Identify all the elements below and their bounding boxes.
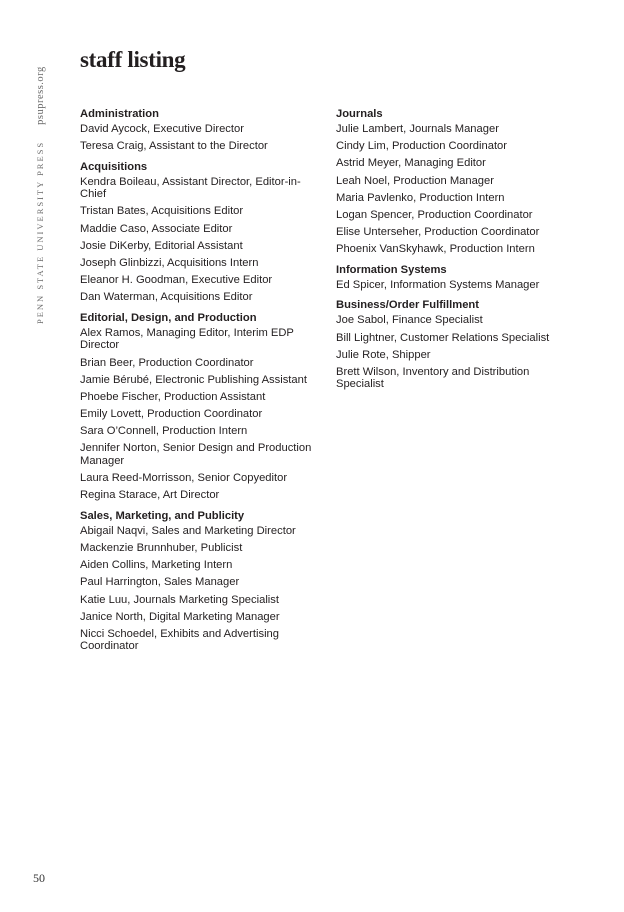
left-column <box>80 107 320 660</box>
section-sales-marketing-and-publicity <box>80 509 320 653</box>
section-editorial-design-and-production <box>80 311 320 502</box>
staff-entry: Katie Luu, Journals Marketing Specialist <box>80 593 279 606</box>
section-information-systems <box>336 263 576 292</box>
staff-entry: Aiden Collins, Marketing Intern <box>80 559 233 572</box>
staff-entry: Regina Starace, Art Director <box>80 489 220 502</box>
section-administration <box>80 107 320 153</box>
staff-entry: Joe Sabol, Finance Specialist <box>336 314 483 327</box>
section-heading: Acquisitions <box>80 160 148 173</box>
staff-entry: Mackenzie Brunnhuber, Publicist <box>80 542 243 554</box>
staff-entry: Julie Lambert, Journals Manager <box>336 123 499 135</box>
staff-entry: Phoebe Fischer, Production Assistant <box>80 390 266 403</box>
staff-entry: Brett Wilson, Inventory and Distribution Specialist <box>336 365 530 391</box>
staff-entry: Leah Noel, Production Manager <box>336 174 494 187</box>
staff-entry: Eleanor H. Goodman, Executive Editor <box>80 274 273 287</box>
page-title: staff listing <box>80 47 186 72</box>
section-heading: Sales, Marketing, and Publicity <box>80 509 245 522</box>
section-business-order-fulfillment <box>336 298 576 391</box>
staff-entry: Josie DiKerby, Editorial Assistant <box>80 239 243 252</box>
staff-entry: Julie Rote, Shipper <box>336 348 431 361</box>
section-heading: Editorial, Design, and Production <box>80 311 257 324</box>
press-name: PENN STATE UNIVERSITY PRESS <box>35 140 45 324</box>
page-number: 50 <box>33 871 45 885</box>
staff-entry: Abigail Naqvi, Sales and Marketing Director <box>80 524 296 537</box>
staff-entry: Teresa Craig, Assistant to the Director <box>80 140 268 153</box>
staff-entry: Jamie Bérubé, Electronic Publishing Assistant <box>80 373 307 386</box>
staff-entry: Bill Lightner, Customer Relations Specialist <box>336 331 550 344</box>
staff-entry: Ed Spicer, Information Systems Manager <box>336 278 540 291</box>
staff-entry: Brian Beer, Production Coordinator <box>80 356 254 369</box>
staff-entry: Maddie Caso, Associate Editor <box>80 222 233 235</box>
staff-entry: Tristan Bates, Acquisitions Editor <box>80 205 244 218</box>
staff-entry: Paul Harrington, Sales Manager <box>80 576 240 589</box>
section-heading: Journals <box>336 108 383 120</box>
section-heading: Information Systems <box>336 263 447 276</box>
section-heading: Business/Order Fulfillment <box>336 299 479 312</box>
section-acquisitions <box>80 160 320 304</box>
press-url[interactable]: psupress.org <box>35 66 46 125</box>
staff-entry: Logan Spencer, Production Coordinator <box>336 208 533 221</box>
sidebar-press-label <box>30 66 48 324</box>
staff-entry: Dan Waterman, Acquisitions Editor <box>80 291 253 304</box>
section-heading: Administration <box>80 108 159 120</box>
staff-entry: Laura Reed-Morrisson, Senior Copyeditor <box>80 472 288 485</box>
staff-entry: Astrid Meyer, Managing Editor <box>336 157 486 170</box>
staff-entry: Joseph Glinbizzi, Acquisitions Intern <box>80 256 259 269</box>
staff-entry: Janice North, Digital Marketing Manager <box>80 610 280 623</box>
staff-entry: Kendra Boileau, Assistant Director, Editor-in-Chief <box>80 175 301 201</box>
staff-entry: Sara O’Connell, Production Intern <box>80 425 248 438</box>
staff-entry: Maria Pavlenko, Production Intern <box>336 191 505 204</box>
staff-entry: Cindy Lim, Production Coordinator <box>336 140 508 153</box>
staff-entry: David Aycock, Executive Director <box>80 123 244 135</box>
staff-entry: Jennifer Norton, Senior Design and Production Manager <box>80 442 312 467</box>
section-journals <box>336 107 576 256</box>
staff-entry: Phoenix VanSkyhawk, Production Intern <box>336 243 535 256</box>
staff-entry: Emily Lovett, Production Coordinator <box>80 408 263 421</box>
staff-entry: Nicci Schoedel, Exhibits and Advertising Coordinator <box>80 627 279 653</box>
right-column <box>336 107 576 398</box>
staff-entry: Alex Ramos, Managing Editor, Interim EDP Director <box>80 326 294 352</box>
staff-entry: Elise Unterseher, Production Coordinator <box>336 226 540 239</box>
